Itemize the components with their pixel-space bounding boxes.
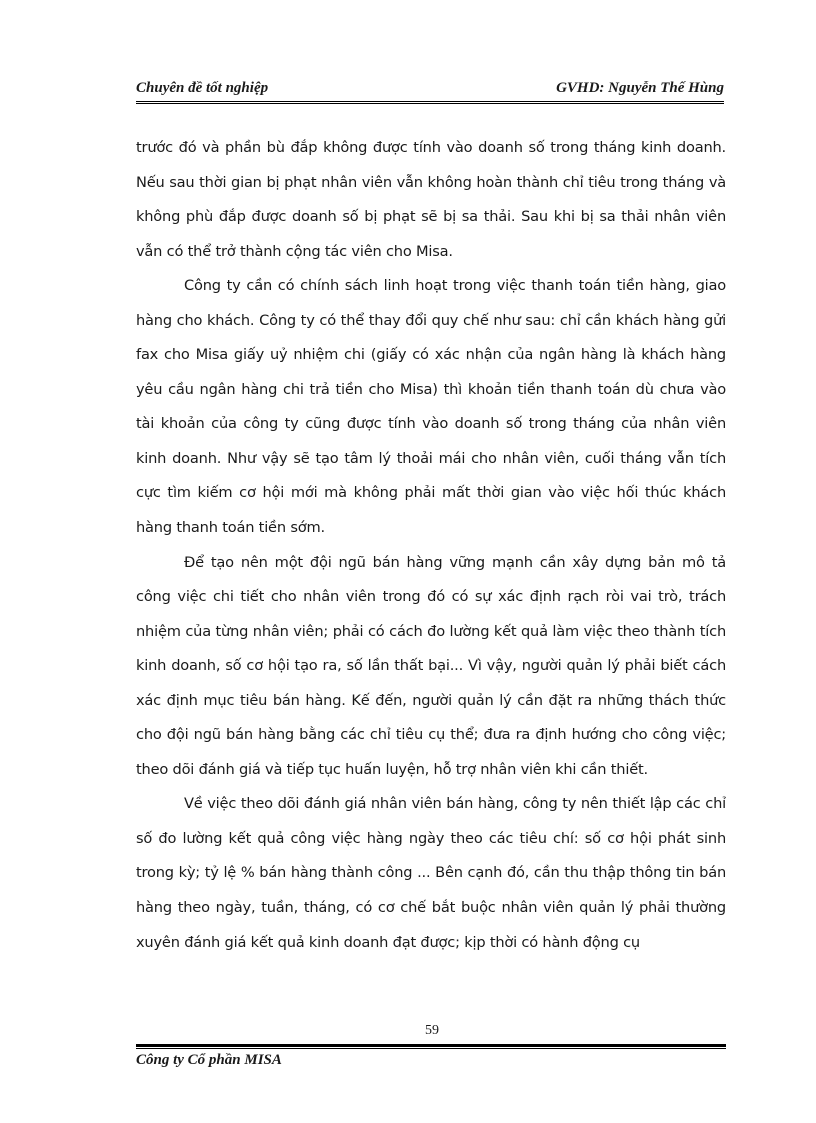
paragraph-3: Để tạo nên một đội ngũ bán hàng vững mạnh cần xây dựng bản mô tả công việc chi tiết cho nhân viên trong đó có sự xác định rạch ròi vai trò, trách nhiệm của từng nhân viên; phải có cách đo lường kết quả làm việc theo thành tích kinh doanh, số cơ hội tạo ra, số lần thất bại... Vì vậy, người quản lý phải biết cách xác định mục tiêu bán hàng. Kế đến, người quản lý cần đặt ra những thách thức cho đội ngũ bán hàng bằng các chỉ tiêu cụ thể; đưa ra định hướng cho công việc; theo dõi đánh giá và tiếp tục huấn luyện, hỗ trợ nhân viên khi cần thiết.: [136, 553, 726, 778]
page-header: [136, 74, 724, 104]
header-document-title: Chuyên đề tốt nghiệp: [136, 80, 269, 96]
body-text: [136, 131, 726, 960]
paragraph-4: Về việc theo dõi đánh giá nhân viên bán hàng, công ty nên thiết lập các chỉ số đo lường kết quả công việc hàng ngày theo các tiêu chí: số cơ hội phát sinh trong kỳ; tỷ lệ % bán hàng thành công ... Bên cạnh đó, cần thu thập thông tin bán hàng theo ngày, tuần, tháng, có cơ chế bắt buộc nhân viên quản lý phải thường xuyên đánh giá kết quả kinh doanh đạt được; kịp thời có hành động cụ: [136, 795, 726, 951]
paragraph-2: Công ty cần có chính sách linh hoạt trong việc thanh toán tiền hàng, giao hàng cho khách. Công ty có thể thay đổi quy chế như sau: chỉ cần khách hàng gửi fax cho Misa giấy uỷ nhiệm chi (giấy có xác nhận của ngân hàng là khách hàng yêu cầu ngân hàng chi trả tiền cho Misa) thì khoản tiền thanh toán dù chưa vào tài khoản của công ty cũng được tính vào doanh số trong tháng của nhân viên kinh doanh. Như vậy sẽ tạo tâm lý thoải mái cho nhân viên, cuối tháng vẫn tích cực tìm kiếm cơ hội mới mà không phải mất thời gian vào việc hối thúc khách hàng thanh toán tiền sớm.: [136, 277, 726, 537]
paragraph-1: trước đó và phần bù đắp không được tính vào doanh số trong tháng kinh doanh. Nếu sau thời gian bị phạt nhân viên vẫn không hoàn thành chỉ tiêu trong tháng và không phù đắp được doanh số bị phạt sẽ bị sa thải. Sau khi bị sa thải nhân viên vẫn có thể trở thành cộng tác viên cho Misa.: [136, 139, 726, 260]
footer-divider: [136, 1044, 726, 1049]
header-advisor: GVHD: Nguyễn Thế Hùng: [556, 80, 724, 96]
footer-company: Công ty Cổ phần MISA: [136, 1052, 282, 1068]
page-number: 59: [425, 1023, 439, 1038]
